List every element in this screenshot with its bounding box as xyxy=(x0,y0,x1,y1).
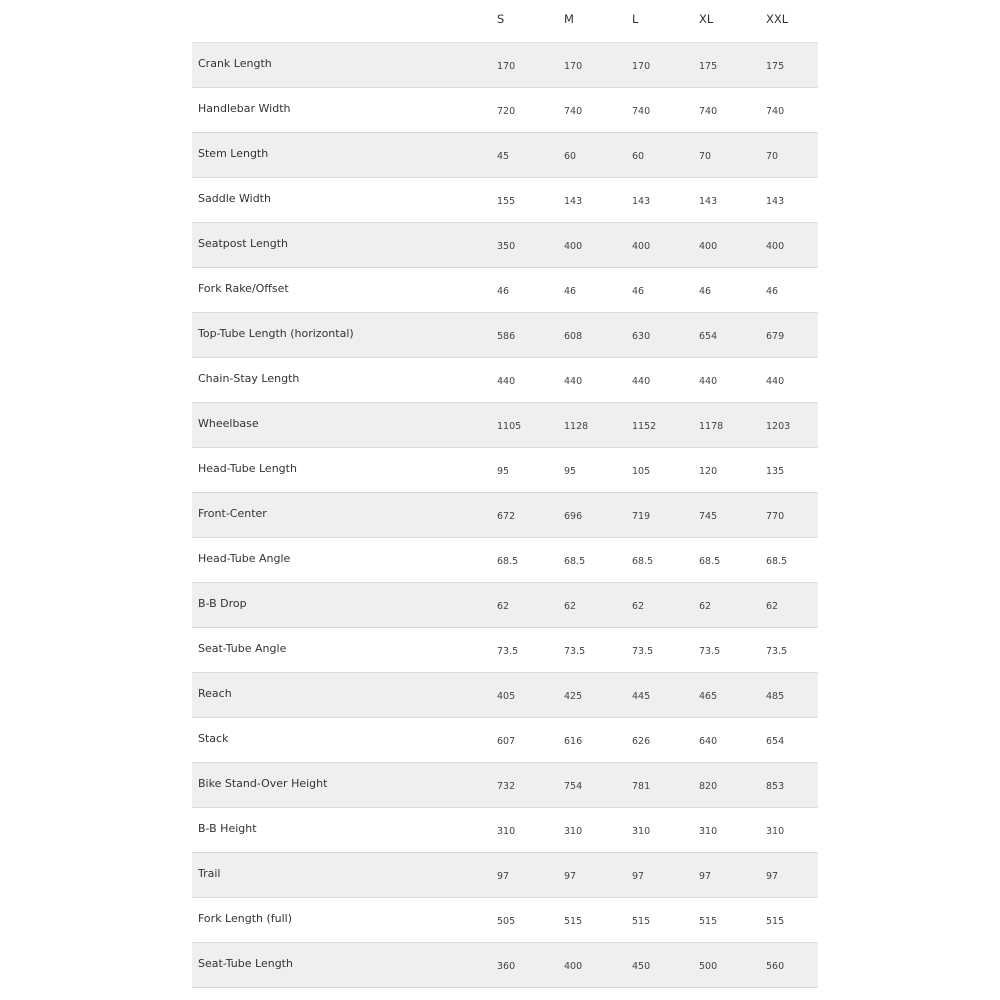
table-row xyxy=(192,583,818,628)
table-cell: 515 xyxy=(766,916,785,927)
table-cell: 770 xyxy=(766,511,785,522)
row-label: Saddle Width xyxy=(198,192,271,205)
table-cell: 679 xyxy=(766,331,785,342)
table-cell: 425 xyxy=(564,691,583,702)
table-row xyxy=(192,538,818,583)
table-row xyxy=(192,493,818,538)
table-row xyxy=(192,448,818,493)
table-cell: 515 xyxy=(632,916,651,927)
table-row xyxy=(192,358,818,403)
table-cell: 1178 xyxy=(699,421,724,432)
column-header-s: S xyxy=(497,12,505,26)
row-label: Head-Tube Length xyxy=(198,462,297,475)
column-header-m: M xyxy=(564,12,574,26)
table-cell: 310 xyxy=(564,826,583,837)
table-cell: 143 xyxy=(766,196,785,207)
table-cell: 485 xyxy=(766,691,785,702)
table-cell: 73.5 xyxy=(564,646,586,657)
table-cell: 73.5 xyxy=(766,646,788,657)
table-cell: 626 xyxy=(632,736,651,747)
table-row xyxy=(192,43,818,88)
table-cell: 60 xyxy=(564,151,577,162)
table-cell: 515 xyxy=(699,916,718,927)
table-cell: 654 xyxy=(766,736,785,747)
table-cell: 46 xyxy=(632,286,645,297)
table-cell: 450 xyxy=(632,961,651,972)
row-label: Fork Length (full) xyxy=(198,912,293,925)
table-cell: 97 xyxy=(564,871,577,882)
table-cell: 820 xyxy=(699,781,718,792)
table-row xyxy=(192,673,818,718)
table-row xyxy=(192,313,818,358)
table-cell: 60 xyxy=(632,151,645,162)
table-cell: 97 xyxy=(699,871,712,882)
table-cell: 175 xyxy=(699,61,718,72)
table-cell: 46 xyxy=(766,286,779,297)
table-cell: 1128 xyxy=(564,421,589,432)
table-cell: 719 xyxy=(632,511,651,522)
table-cell: 310 xyxy=(497,826,516,837)
table-cell: 143 xyxy=(632,196,651,207)
row-label: Reach xyxy=(198,687,232,700)
table-cell: 155 xyxy=(497,196,516,207)
table-cell: 740 xyxy=(766,106,785,117)
table-row xyxy=(192,943,818,988)
table-cell: 740 xyxy=(699,106,718,117)
table-cell: 400 xyxy=(564,961,583,972)
table-cell: 1105 xyxy=(497,421,522,432)
table-cell: 360 xyxy=(497,961,516,972)
table-cell: 672 xyxy=(497,511,516,522)
column-header-l: L xyxy=(632,12,639,26)
table-cell: 143 xyxy=(699,196,718,207)
table-row xyxy=(192,628,818,673)
table-cell: 630 xyxy=(632,331,651,342)
row-label: Seat-Tube Length xyxy=(198,957,293,970)
table-header xyxy=(192,0,818,43)
table-cell: 445 xyxy=(632,691,651,702)
table-cell: 62 xyxy=(632,601,645,612)
row-label: Top-Tube Length (horizontal) xyxy=(198,327,354,340)
table-cell: 70 xyxy=(699,151,712,162)
row-label: Seat-Tube Angle xyxy=(198,642,287,655)
table-cell: 720 xyxy=(497,106,516,117)
table-cell: 135 xyxy=(766,466,785,477)
table-row xyxy=(192,718,818,763)
table-cell: 46 xyxy=(564,286,577,297)
table-cell: 95 xyxy=(497,466,510,477)
row-label: Chain-Stay Length xyxy=(198,372,300,385)
table-row xyxy=(192,268,818,313)
table-cell: 616 xyxy=(564,736,583,747)
row-label: Crank Length xyxy=(198,57,272,70)
table-cell: 505 xyxy=(497,916,516,927)
row-label: Bike Stand-Over Height xyxy=(198,777,328,790)
table-cell: 781 xyxy=(632,781,651,792)
table-cell: 62 xyxy=(766,601,779,612)
table-row xyxy=(192,178,818,223)
table-cell: 73.5 xyxy=(632,646,654,657)
table-cell: 170 xyxy=(632,61,651,72)
table-cell: 95 xyxy=(564,466,577,477)
table-cell: 70 xyxy=(766,151,779,162)
table-cell: 120 xyxy=(699,466,718,477)
table-body xyxy=(192,43,818,988)
table-cell: 68.5 xyxy=(699,556,721,567)
table-cell: 68.5 xyxy=(497,556,519,567)
table-cell: 143 xyxy=(564,196,583,207)
table-cell: 853 xyxy=(766,781,785,792)
table-cell: 46 xyxy=(497,286,510,297)
table-cell: 732 xyxy=(497,781,516,792)
table-cell: 696 xyxy=(564,511,583,522)
table-cell: 440 xyxy=(766,376,785,387)
table-cell: 105 xyxy=(632,466,651,477)
table-cell: 310 xyxy=(699,826,718,837)
table-cell: 68.5 xyxy=(766,556,788,567)
table-cell: 1152 xyxy=(632,421,657,432)
table-cell: 170 xyxy=(497,61,516,72)
table-cell: 607 xyxy=(497,736,516,747)
table-cell: 310 xyxy=(766,826,785,837)
table-row xyxy=(192,133,818,178)
table-row xyxy=(192,88,818,133)
row-label: Stack xyxy=(198,732,229,745)
table-cell: 45 xyxy=(497,151,510,162)
row-label: Handlebar Width xyxy=(198,102,291,115)
table-row xyxy=(192,808,818,853)
table-cell: 97 xyxy=(632,871,645,882)
table-cell: 754 xyxy=(564,781,583,792)
table-cell: 400 xyxy=(766,241,785,252)
table-cell: 46 xyxy=(699,286,712,297)
table-cell: 405 xyxy=(497,691,516,702)
table-cell: 170 xyxy=(564,61,583,72)
table-cell: 62 xyxy=(497,601,510,612)
table-cell: 62 xyxy=(699,601,712,612)
table-cell: 1203 xyxy=(766,421,791,432)
geometry-table xyxy=(192,0,818,988)
table-cell: 400 xyxy=(699,241,718,252)
table-cell: 400 xyxy=(632,241,651,252)
table-cell: 440 xyxy=(632,376,651,387)
table-cell: 73.5 xyxy=(699,646,721,657)
table-cell: 440 xyxy=(564,376,583,387)
table-row xyxy=(192,223,818,268)
table-cell: 97 xyxy=(766,871,779,882)
table-cell: 740 xyxy=(564,106,583,117)
row-label: Seatpost Length xyxy=(198,237,288,250)
table-cell: 586 xyxy=(497,331,516,342)
table-row xyxy=(192,403,818,448)
table-row xyxy=(192,763,818,808)
table-row xyxy=(192,898,818,943)
table-cell: 310 xyxy=(632,826,651,837)
table-row xyxy=(192,853,818,898)
table-cell: 608 xyxy=(564,331,583,342)
table-cell: 740 xyxy=(632,106,651,117)
column-header-xl: XL xyxy=(699,12,714,26)
row-label: B-B Drop xyxy=(198,597,247,610)
table-cell: 440 xyxy=(497,376,516,387)
column-header-xxl: XXL xyxy=(766,12,789,26)
table-cell: 440 xyxy=(699,376,718,387)
table-cell: 745 xyxy=(699,511,718,522)
table-cell: 350 xyxy=(497,241,516,252)
row-label: Stem Length xyxy=(198,147,269,160)
table-cell: 400 xyxy=(564,241,583,252)
table-cell: 560 xyxy=(766,961,785,972)
table-cell: 654 xyxy=(699,331,718,342)
table-cell: 68.5 xyxy=(632,556,654,567)
row-label: B-B Height xyxy=(198,822,257,835)
row-label: Fork Rake/Offset xyxy=(198,282,289,295)
table-cell: 62 xyxy=(564,601,577,612)
row-label: Trail xyxy=(198,867,221,880)
table-cell: 68.5 xyxy=(564,556,586,567)
table-cell: 500 xyxy=(699,961,718,972)
row-label: Head-Tube Angle xyxy=(198,552,291,565)
table-cell: 97 xyxy=(497,871,510,882)
table-cell: 175 xyxy=(766,61,785,72)
table-cell: 515 xyxy=(564,916,583,927)
table-cell: 73.5 xyxy=(497,646,519,657)
row-label: Wheelbase xyxy=(198,417,259,430)
table-cell: 465 xyxy=(699,691,718,702)
table-cell: 640 xyxy=(699,736,718,747)
row-label: Front-Center xyxy=(198,507,267,520)
